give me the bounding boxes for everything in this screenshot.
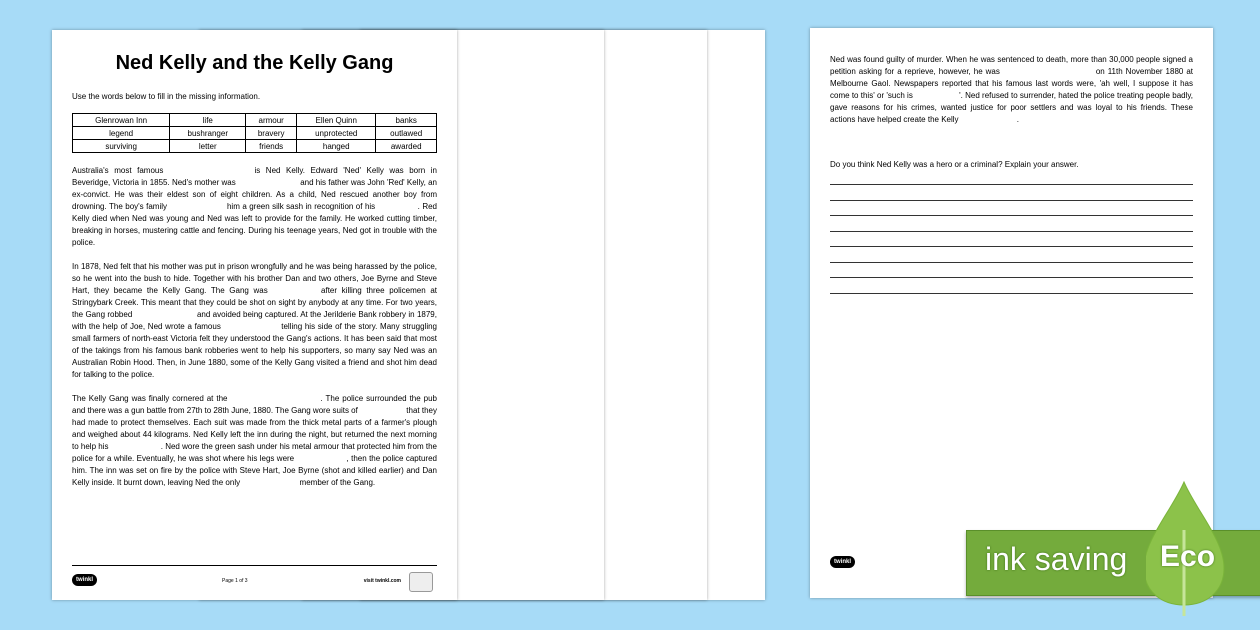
word-bank-word: Ellen Quinn xyxy=(297,114,376,127)
page-footer xyxy=(72,565,437,596)
word-bank-word: hanged xyxy=(297,140,376,153)
answer-line[interactable] xyxy=(830,200,1193,201)
answer-line[interactable] xyxy=(830,231,1193,232)
text-segment: is Ned Kelly. Edward 'Ned' Kelly was born in Beveridge, Victoria in 1855. Ned's mother was xyxy=(72,166,438,187)
text-segment: Ned was found guilty of murder. When he was sentenced to death, more than 30,000 people signed a petition asking for a reprieve, however, he was xyxy=(830,55,1193,76)
text-segment: , then the police captured him. The inn was set on fire by the police with Steve Hart, Joe Byrne (shot and killed earlier) and Dan Kelly inside. It burnt down, leaving Ned the only xyxy=(72,454,437,487)
word-bank-word: unprotected xyxy=(297,127,376,140)
twinkl-logo: twinkl xyxy=(72,574,97,586)
text-segment: Australia's most famous xyxy=(72,166,169,175)
answer-line[interactable] xyxy=(830,262,1193,263)
text-segment: that they had made to protect themselves. Each suit was made from the thick metal parts of a farmer's plough and weighed about 44 kilograms. Ned Kelly left the inn during the night, but returned the next morning to help his xyxy=(72,406,437,451)
word-bank-word: banks xyxy=(376,114,437,127)
answer-line[interactable] xyxy=(830,246,1193,247)
word-bank-word: life xyxy=(170,114,246,127)
word-bank-word: Glenrowan Inn xyxy=(73,114,170,127)
text-segment: . Ned wore the green sash under his metal armour that protected him from the police for a while. Eventually, he was shot where his legs were xyxy=(72,442,437,463)
text-segment: and his father was John 'Red' Kelly, an ex-convict. He was their eldest son of eight children. As a child, Ned rescued another boy from drowning. The boy's family xyxy=(72,178,438,211)
answer-line[interactable] xyxy=(830,215,1193,216)
word-bank-word: bravery xyxy=(246,127,297,140)
text-segment: member of the Gang. xyxy=(297,478,376,487)
quality-badge-icon xyxy=(409,572,433,592)
word-bank-word: outlawed xyxy=(376,127,437,140)
word-bank-word: bushranger xyxy=(170,127,246,140)
word-bank-word: friends xyxy=(246,140,297,153)
word-bank-word: awarded xyxy=(376,140,437,153)
worksheet-page-1 xyxy=(52,30,457,600)
eco-leaf-badge xyxy=(1146,480,1226,625)
text-segment: after killing three policemen at Stringybark Creek. This meant that they could be shot on sight by anybody at any time. For two years, the Gang robbed xyxy=(72,286,437,319)
eco-label: Eco xyxy=(1160,540,1216,573)
word-bank-row xyxy=(73,140,437,153)
word-bank-word: surviving xyxy=(73,140,170,153)
answer-line[interactable] xyxy=(830,184,1193,185)
answer-line[interactable] xyxy=(830,277,1193,278)
answer-line[interactable] xyxy=(830,293,1193,294)
text-segment: him a green silk sash in recognition of his xyxy=(224,202,378,211)
instructions: Use the words below to fill in the missing information. xyxy=(72,92,261,101)
text-segment: . Red Kelly died when Ned was young and Ned was left to provide for the family. He worked cutting timber, breaking in horses, mustering cattle and fencing. During his teenage years, Ned got in trouble with the police. xyxy=(72,202,438,247)
story-paragraph xyxy=(72,165,437,249)
visit-link: visit twinkl.com xyxy=(363,578,401,584)
word-bank-word: armour xyxy=(246,114,297,127)
page-number: Page 1 of 3 xyxy=(222,578,248,584)
question: Do you think Ned Kelly was a hero or a criminal? Explain your answer. xyxy=(830,160,1079,169)
twinkl-logo: twinkl xyxy=(830,556,855,568)
word-bank-row xyxy=(73,127,437,140)
worksheet-title: Ned Kelly and the Kelly Gang xyxy=(115,52,394,74)
text-segment: In 1878, Ned felt that his mother was put in prison wrongfully and he was being harassed by the police, so he went into the bush to hide. Together with his brother Dan and two others, Joe Byrne and Steve Hart, they became the Kelly Gang. The Gang was xyxy=(72,262,437,295)
word-bank-row xyxy=(73,114,437,127)
text-segment: '. Ned refused to surrender, hated the police treating people badly, gave reasons for his crimes, wanted justice for poor settlers and was loyal to his friends. These actions have helped create the Kelly xyxy=(830,91,1193,124)
story-paragraph xyxy=(72,393,437,489)
text-segment: . xyxy=(1016,115,1019,124)
conclusion-paragraph xyxy=(830,54,1193,126)
ink-saving-label: ink saving xyxy=(985,541,1128,577)
story-paragraph xyxy=(72,261,437,381)
word-bank-word: legend xyxy=(73,127,170,140)
word-bank-table xyxy=(72,113,437,153)
text-segment: and avoided being captured. At the Jerilderie Bank robbery in 1879, with the help of Joe, Ned wrote a famous xyxy=(72,310,437,331)
text-segment: . The police surrounded the pub and there was a gun battle from 27th to 28th June, 1880. The Gang wore suits of xyxy=(72,394,437,415)
word-bank-word: letter xyxy=(170,140,246,153)
text-segment: telling his side of the story. Many struggling small farmers of north-east Victoria felt they understood the Gang's actions. It has been said that most of the takings from his famous bank robberies went to help his supporters, so many say Ned was an Australian Robin Hood. Then, in June 1880, some of the Kelly Gang visited a friend and shot him dead for talking to the police. xyxy=(72,322,438,379)
text-segment: on 11th November 1880 at Melbourne Gaol. Newspapers reported that his famous last words were, 'ah well, I suppose it has come to this' or 'such is xyxy=(830,67,1194,100)
text-segment: The Kelly Gang was finally cornered at the xyxy=(72,394,231,403)
